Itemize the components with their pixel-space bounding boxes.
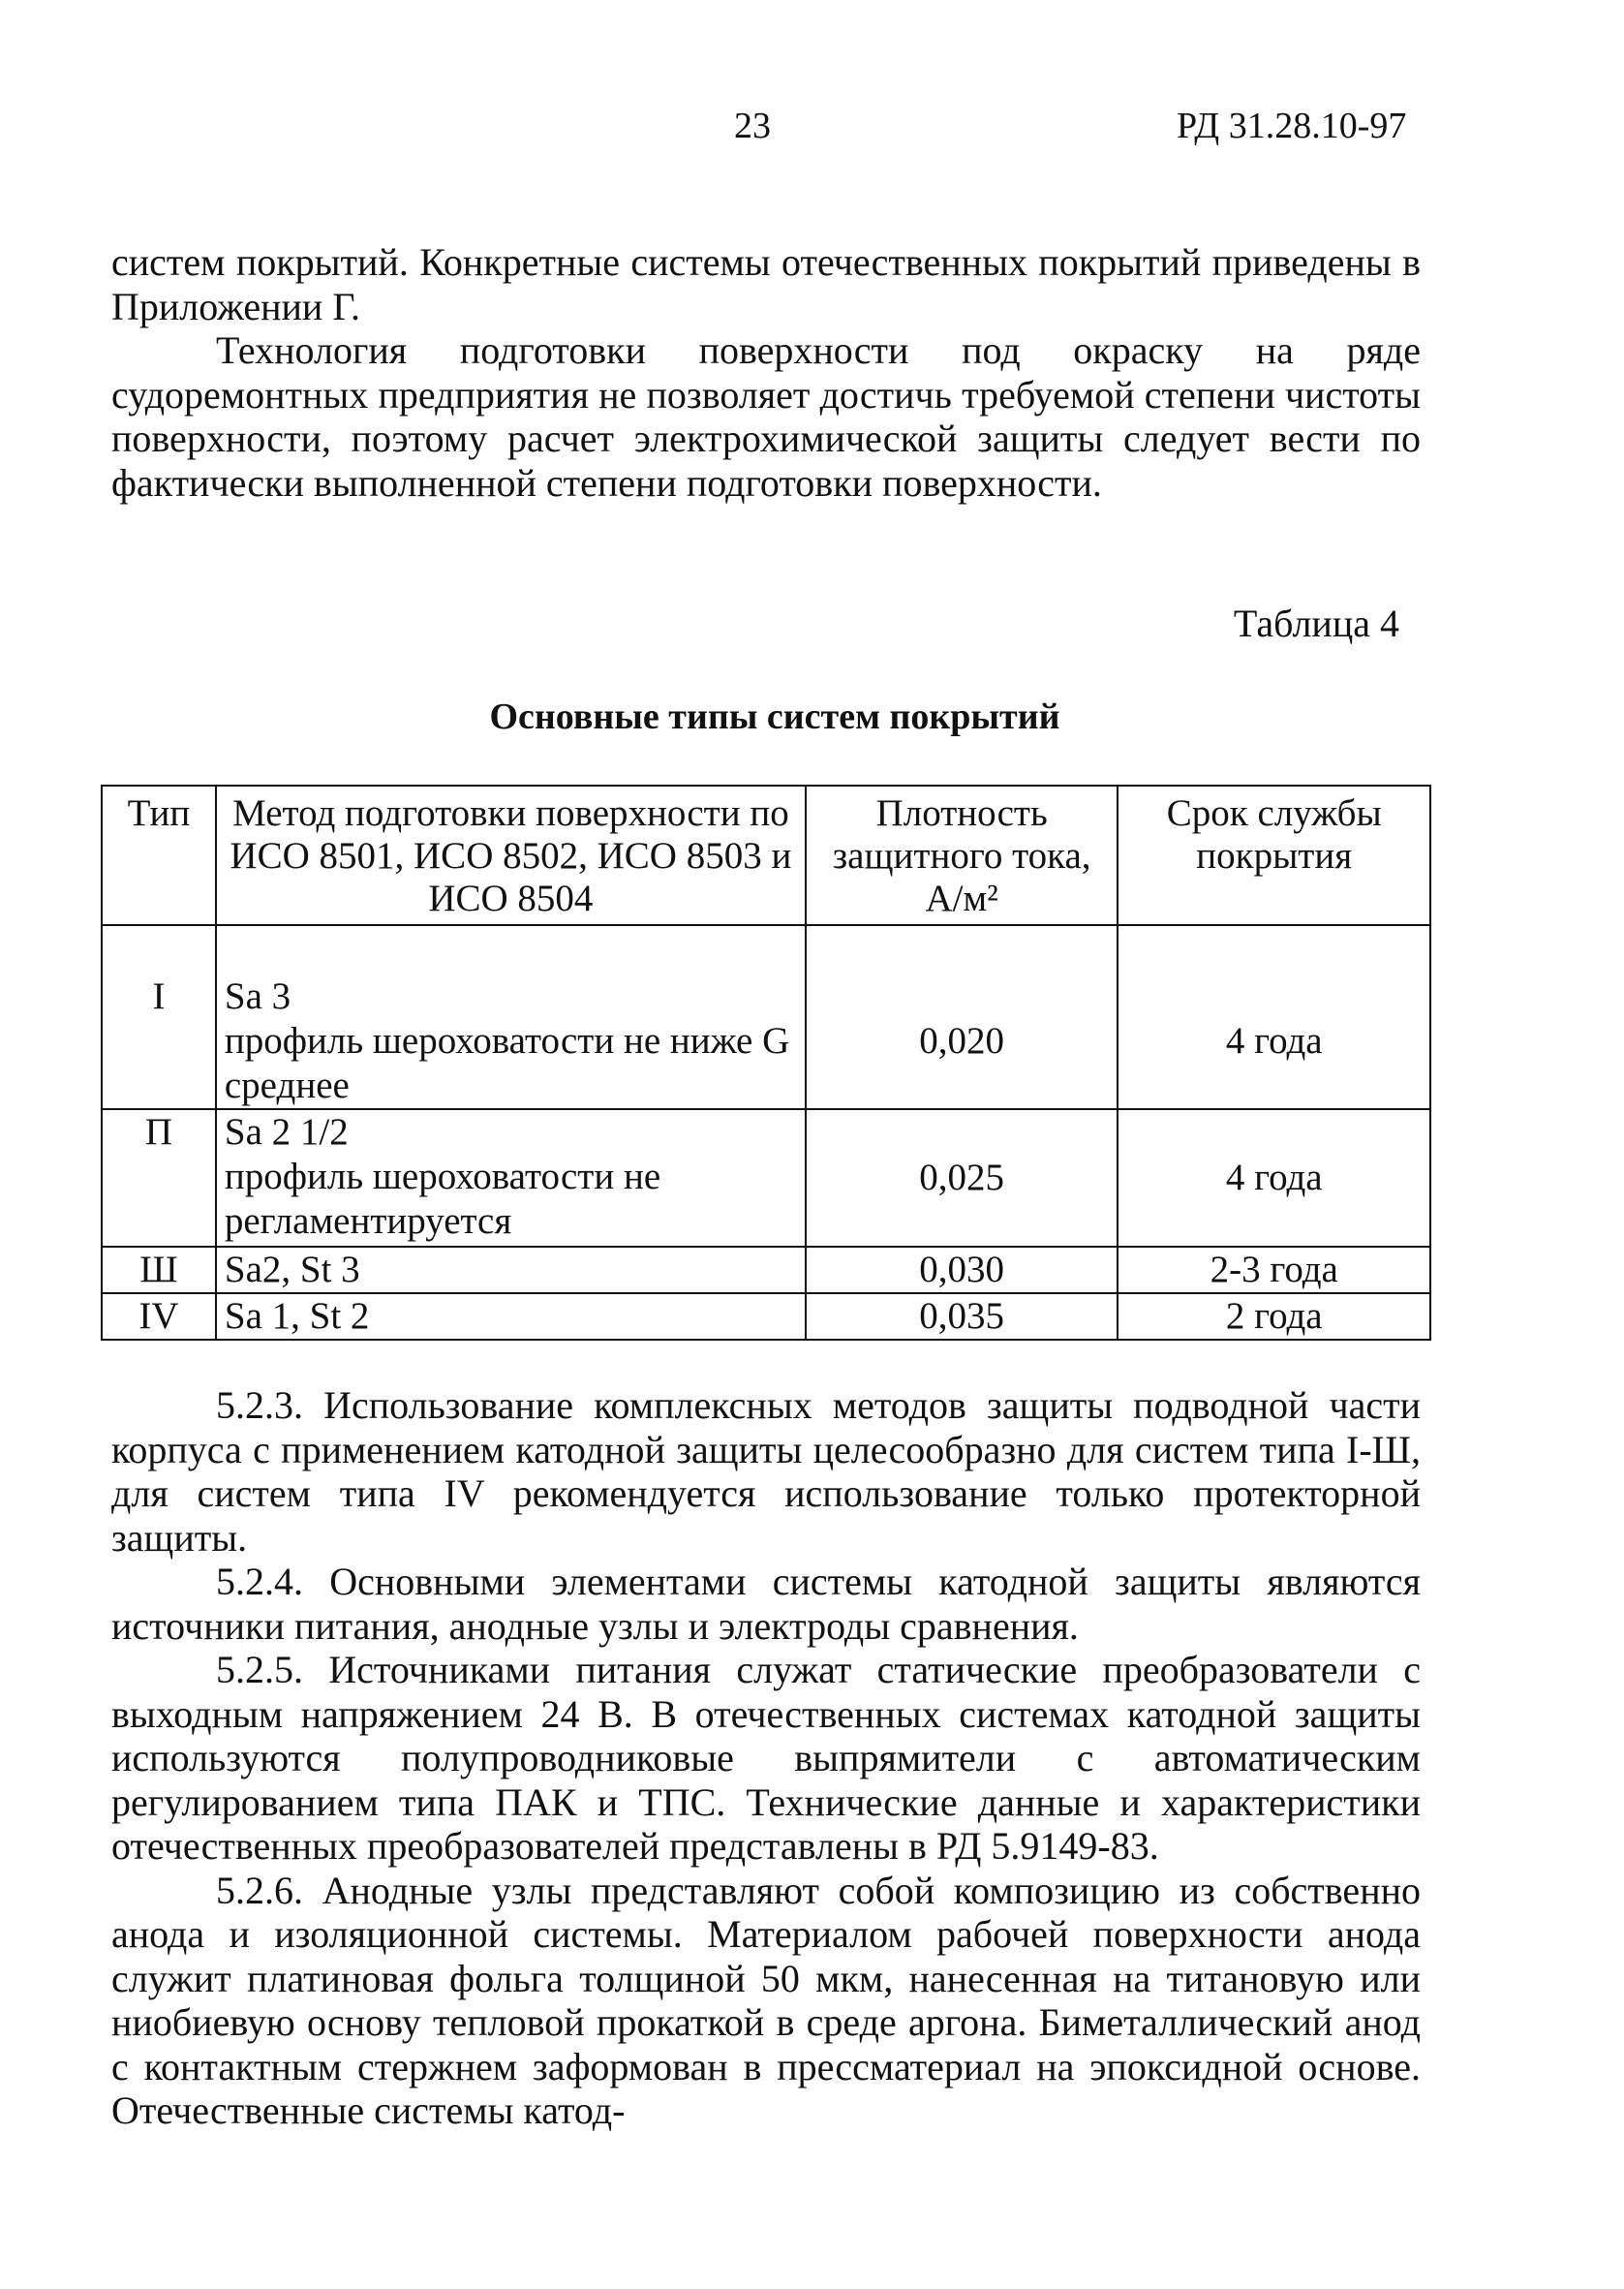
cell-density: 0,025	[806, 1109, 1118, 1247]
document-code: РД 31.28.10-97	[1177, 106, 1407, 146]
table-row	[102, 1293, 1430, 1340]
intro-text	[111, 240, 1421, 505]
intro-paragraph-2: Технология подготовки поверхности под окраску на ряде судоремонтных предприятия не позволяет достичь требуемой степени чистоты поверхности, поэтому расчет электрохимической защиты следует вести по фактически выполненной степени подготовки поверхности.	[111, 328, 1421, 505]
cell-life: 2 года	[1118, 1293, 1430, 1340]
cell-life: 2-3 года	[1118, 1247, 1430, 1293]
header-method: Метод подготовки поверхности по ИСО 8501, ИСО 8502, ИСО 8503 и ИСО 8504	[216, 786, 806, 925]
table-title: Основные типы систем покрытий	[489, 696, 1060, 737]
page-number: 23	[734, 106, 771, 146]
paragraph-5-2-5: 5.2.5. Источниками питания служат статические преобразователи с выходным напряжением 24 В. В отечественных системах катодной защиты используются полупроводниковые выпрямители с автоматическим регулированием типа ПАК и ТПС. Технические данные и характеристики отечественных преобразователей представлены в РД 5.9149-83.	[111, 1648, 1421, 1868]
table-row	[102, 1247, 1430, 1293]
header-life: Срок службы покрытия	[1118, 786, 1430, 925]
method-grade: Sa 2 1/2	[224, 1111, 349, 1153]
header-density: Плотность защитного тока, А/м²	[806, 786, 1118, 925]
cell-type: IV	[102, 1293, 216, 1340]
cell-life: 4 года	[1118, 1109, 1430, 1247]
cell-method: Sa2, St 3	[216, 1247, 806, 1293]
table-header-row	[102, 786, 1430, 925]
body-text	[111, 1383, 1421, 2133]
coating-systems-table	[101, 785, 1431, 1341]
table-row	[102, 925, 1430, 1109]
method-profile: профиль шероховатости не ниже G среднее	[224, 1020, 790, 1106]
header-type: Тип	[102, 786, 216, 925]
table-row	[102, 1109, 1430, 1247]
paragraph-5-2-6: 5.2.6. Анодные узлы представляют собой композицию из собственно анода и изоляционной системы. Материалом рабочей поверхности анода служит платиновая фольга толщиной 50 мкм, нанесенная на титановую или ниобиевую основу тепловой прокаткой в среде аргона. Биметаллический анод с контактным стержнем заформован в прессматериал на эпоксидной основе. Отечественные системы катод-	[111, 1868, 1421, 2132]
cell-density: 0,020	[806, 925, 1118, 1109]
method-profile: профиль шероховатости не регламентируется	[224, 1156, 661, 1242]
cell-density: 0,030	[806, 1247, 1118, 1293]
cell-method	[216, 1109, 806, 1247]
cell-method: Sa 1, St 2	[216, 1293, 806, 1340]
cell-type: П	[102, 1109, 216, 1247]
cell-density: 0,035	[806, 1293, 1118, 1340]
intro-paragraph-1: систем покрытий. Конкретные системы отечественных покрытий приведены в Приложении Г.	[111, 240, 1421, 328]
method-grade: Sa 3	[224, 975, 291, 1017]
cell-type: Ш	[102, 1247, 216, 1293]
cell-type: I	[102, 925, 216, 1109]
paragraph-5-2-3: 5.2.3. Использование комплексных методов защиты подводной части корпуса с применением катодной защиты целесообразно для систем типа I-Ш, для систем типа IV рекомендуется использование только протекторной защиты.	[111, 1383, 1421, 1560]
cell-life: 4 года	[1118, 925, 1430, 1109]
cell-method	[216, 925, 806, 1109]
paragraph-5-2-4: 5.2.4. Основными элементами системы катодной защиты являются источники питания, анодные узлы и электроды сравнения.	[111, 1560, 1421, 1648]
table-caption: Таблица 4	[1233, 602, 1399, 645]
